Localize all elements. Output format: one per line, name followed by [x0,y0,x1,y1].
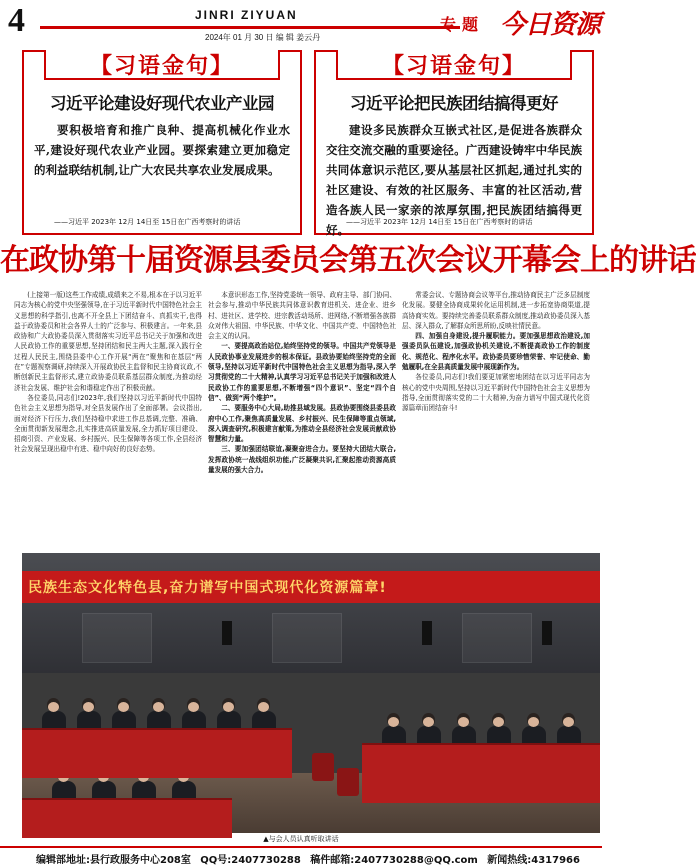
article-paragraph: 本意识形态工作,坚持党委统一领导、政府主导、部门协同、社会参与,推动中华民族共同体意识教育进机关、进企业、进乡村、进社区、进学校、进宗教活动场所、进网络,不断增强各族群众对伟大祖国、中华民族、中华文化、中国共产党、中国特色社会主义的认同。 [208,291,396,341]
article-column [14,290,202,552]
quote-banner-label: 【习语金句】 [381,53,526,79]
stage-banner-text: 民族生态文化特色县,奋力谱写中国式现代化资源篇章! [28,580,387,596]
meeting-photo [22,553,600,833]
footer-rule [0,846,602,848]
article-paragraph: 三、要加强团结联谊,凝聚奋进合力。要坚持大团结大联合,发挥政协统一战线组织功能,广泛凝聚共识,汇聚起推动资源高质量发展的强大合力。 [208,445,396,475]
article-paragraph: (上接第一版)这些工作成绩,成绩来之不易,根本在于以习近平同志为核心的党中央坚强领导,在于习近平新时代中国特色社会主义思想的科学指引,也离不开全县上下团结奋斗、真抓实干,也得益于政协委员和社会各界人士的广泛参与、积极建言。一年来,县政协和广大政协委员深入贯彻落实习近平总书记关于加强和改进人民政协工作的重要思想,坚持团结和民主两大主题,深入践行全过程人民民主,围绕县委中心工作开展“两在”聚焦和在基层“两在”专题视察调研,持续深入开展政协民主监督和民主协商议政,不断创新民主监督形式,建立政协委员联系基层群众制度,为推动经济社会发展、维护社会和谐稳定作出了积极贡献。 [14,291,202,392]
red-table [362,743,600,803]
quote-body: 要积极培育和推广良种、提高机械化作业水平,建设好现代农业产业园。要探索建立更加稳定的利益联结机制,让广大农民共享农业发展成果。 [34,123,290,177]
quote-body: 建设多民族群众互嵌式社区,是促进各族群众交往交流交融的重要途径。广西建设铸牢中华民族共同体意识示范区,要从基层社区抓起,通过扎实的社区建设、有效的社区服务、丰富的社区活动,营造各族人民一家亲的浓厚氛围,把民族团结搞得更好。 [326,123,582,237]
quote-title: 习近平论建设好现代农业产业园 [50,94,274,113]
section-label: 专题 [440,15,485,34]
red-table [22,798,232,838]
article-paragraph: 四、加强自身建设,提升履职能力。要加强思想政治建设,加强委员队伍建设,加强政协机关建设,不断提高政协工作的制度化、规范化、程序化水平。政协委员要珍惜荣誉、牢记使命、勤勉履职,在全县高质量发展中展现新作为。 [402,332,590,372]
quote-source: ——习近平 2023年 12月 14日至 15日在广西考察时的讲话 [346,218,533,226]
article-headline: 在政协第十届资源县委员会第五次会议开幕会上的讲话 [0,243,696,278]
stage-banner [22,571,600,603]
chair [312,753,334,781]
wall-panel [82,613,152,663]
article-paragraph: 二、要服务中心大局,助推县域发展。县政协要围绕县委县政府中心工作,聚焦高质量发展、乡村振兴、民生保障等重点领域,深入调查研究,积极建言献策,为推动全县经济社会发展贡献政协智慧和力量。 [208,404,396,444]
quote-source: ——习近平 2023年 12月 14日至 15日在广西考察时的讲话 [54,218,241,226]
article-paragraph: 常委会议、专题协商会议等平台,推动协商民主广泛多层制度化发展。要健全协商成果转化运用机制,进一步拓宽协商渠道,提高协商实效。要持续完善委员联系群众制度,推动政协委员深入基层、深入群众,了解群众所思所盼,反映社情民意。 [402,291,590,330]
paper-pinyin: JINRI ZIYUAN [195,8,298,22]
footer-qq: QQ号:2407730288 [200,854,301,866]
wall-panel [272,613,342,663]
article-paragraph: 各位委员,同志们!我们要更加紧密地团结在以习近平同志为核心的党中央周围,坚持以习近平新时代中国特色社会主义思想为指导,全面贯彻落实党的二十大精神,为奋力谱写中国式现代化资源篇章而团结奋斗! [402,373,590,413]
masthead-rule [40,26,460,29]
quote-title: 习近平论把民族团结搞得更好 [350,94,558,113]
speaker-icon [542,621,552,645]
article-body [14,290,590,552]
masthead [0,0,602,50]
speaker-icon [222,621,232,645]
quote-banner [44,50,280,80]
footer-hotline: 新闻热线:4317966 [487,854,580,866]
quote-box-ethnic-unity [314,50,594,235]
paper-logo: 今日资源 [500,10,601,40]
quote-banner [336,50,572,80]
article-column [208,290,396,552]
article-paragraph: 各位委员,同志们!2023年,我们坚持以习近平新时代中国特色社会主义思想为指导,对全县发展作出了全面部署。会议指出,面对经济下行压力,我们坚持稳中求进工作总基调,完整、准确、全面贯彻新发展理念,扎实推进高质量发展,全力抓好项目建设、招商引资、产业发展、乡村振兴、民生保障等各项工作,全县经济社会发展呈现出稳中有进、稳中向好的良好态势。 [14,393,202,454]
article-column [402,290,590,552]
quote-box-agriculture [22,50,302,235]
speaker-icon [422,621,432,645]
footer-address: 编辑部地址:县行政服务中心208室 [36,854,191,866]
wall-panel [462,613,532,663]
page-number: 4 [8,2,25,39]
footer [0,849,602,867]
date-editor-line: 2024年 01 月 30 日 编 辑 姜云丹 [205,33,321,42]
photo-caption: ▲与会人员认真听取讲话 [263,835,339,843]
footer-email: 稿件邮箱:2407730288@QQ.com [310,854,478,866]
chair [337,768,359,796]
red-table [22,728,292,778]
quote-banner-label: 【习语金句】 [89,53,234,79]
article-paragraph: 一、要提高政治站位,始终坚持党的领导。中国共产党领导是人民政协事业发展进步的根本保证。县政协要始终坚持党的全面领导,坚持以习近平新时代中国特色社会主义思想为指导,深入学习贯彻党的二十大精神,认真学习习近平总书记关于加强和改进人民政协工作的重要思想,不断增强“四个意识”、坚定“四个自信”、做到“两个维护”。 [208,342,396,402]
